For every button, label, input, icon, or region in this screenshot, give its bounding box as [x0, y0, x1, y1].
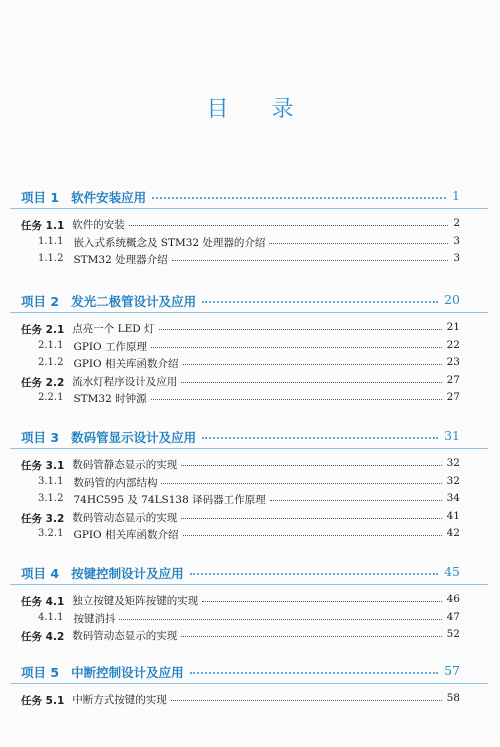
- page-number: 32: [446, 474, 460, 487]
- toc-task-entry[interactable]: [0, 592, 500, 610]
- project-label: 项目 5: [21, 665, 60, 680]
- page-number: 20: [444, 292, 460, 307]
- entry-number: 任务 5.1: [21, 695, 65, 707]
- entry-number: 任务 3.1: [21, 460, 65, 472]
- entry-title: 软件的安装: [72, 219, 125, 231]
- project-label: 项目 3: [21, 430, 60, 445]
- dot-leader: [190, 564, 439, 575]
- dot-leader: [119, 612, 441, 620]
- toc-task-entry[interactable]: [0, 320, 500, 338]
- page-number: 27: [446, 373, 460, 386]
- toc-subentry[interactable]: [0, 474, 500, 492]
- dot-leader: [159, 322, 442, 330]
- entry-number: 2.1.1: [38, 339, 64, 351]
- project-title: 数码管显示设计及应用: [71, 430, 197, 445]
- section-divider: [10, 584, 488, 585]
- dot-leader: [270, 493, 442, 501]
- section-divider: [10, 683, 488, 684]
- page-number: 47: [446, 610, 460, 623]
- dot-leader: [190, 663, 439, 674]
- entry-number: 3.2.1: [38, 528, 64, 539]
- dot-leader: [151, 392, 442, 400]
- toc-subentry[interactable]: [0, 251, 500, 269]
- dot-leader: [181, 458, 441, 466]
- page-number: 23: [446, 356, 460, 368]
- entry-title: 独立按键及矩阵按键的实现: [72, 595, 199, 607]
- entry-title: STM32 时钟源: [73, 393, 147, 405]
- page-number: 45: [444, 564, 460, 579]
- dot-leader: [183, 357, 442, 365]
- toc-subentry[interactable]: [0, 526, 500, 544]
- toc-subentry[interactable]: [0, 610, 500, 628]
- page-number: 2: [453, 217, 460, 229]
- entry-number: 3.1.1: [38, 475, 64, 487]
- entry-number: 3.1.2: [38, 493, 64, 504]
- entry-number: 2.2.1: [38, 392, 64, 403]
- toc-subentry[interactable]: [0, 491, 500, 509]
- dot-leader: [152, 188, 446, 199]
- toc-task-entry[interactable]: [0, 627, 500, 645]
- entry-title: 数码管静态显示的实现: [72, 459, 178, 471]
- page-number: 1: [452, 188, 460, 203]
- dot-leader: [202, 594, 441, 602]
- project-heading[interactable]: [0, 188, 500, 206]
- section-divider: [10, 208, 488, 209]
- dot-leader: [181, 375, 441, 383]
- page-number: 32: [446, 457, 460, 469]
- page-number: 41: [446, 509, 460, 522]
- project-heading[interactable]: [0, 663, 500, 681]
- toc-subentry[interactable]: [0, 338, 500, 356]
- dot-leader: [172, 253, 449, 261]
- entry-title: 数码管动态显示的实现: [72, 511, 178, 524]
- dot-leader: [161, 476, 441, 484]
- toc-task-entry[interactable]: [0, 216, 500, 234]
- entry-title: 74HC595 及 74LS138 译码器工作原理: [73, 494, 266, 506]
- entry-number: 任务 1.1: [21, 220, 65, 232]
- section-divider: [10, 312, 488, 313]
- project-title: 发光二极管设计及应用: [71, 294, 197, 309]
- entry-title: 数码管的内部结构: [73, 476, 158, 489]
- entry-number: 任务 2.1: [21, 324, 65, 336]
- page-number: 52: [446, 628, 460, 640]
- page-number: 34: [446, 492, 460, 504]
- page-number: 31: [444, 428, 460, 443]
- page-title: 目 录: [206, 97, 312, 122]
- entry-number: 任务 2.2: [21, 376, 65, 389]
- entry-number: 2.1.2: [38, 357, 64, 368]
- project-title: 按键控制设计及应用: [71, 566, 184, 581]
- toc-task-entry[interactable]: [0, 456, 500, 474]
- toc-subentry[interactable]: [0, 390, 500, 408]
- entry-title: STM32 处理器介绍: [73, 254, 168, 266]
- dot-leader: [202, 428, 438, 439]
- toc-subentry[interactable]: [0, 234, 500, 252]
- entry-number: 4.1.1: [38, 611, 64, 623]
- project-label: 项目 4: [21, 566, 60, 581]
- project-label: 项目 2: [21, 294, 60, 309]
- entry-title: 数码管动态显示的实现: [72, 630, 178, 642]
- entry-number: 1.1.1: [38, 235, 64, 247]
- project-label: 项目 1: [21, 190, 60, 205]
- toc-subentry[interactable]: [0, 355, 500, 373]
- project-title: 软件安装应用: [71, 190, 147, 205]
- entry-number: 任务 4.2: [21, 631, 65, 643]
- dot-leader: [181, 511, 441, 519]
- page-number: 21: [446, 321, 460, 333]
- toc-task-entry[interactable]: [0, 509, 500, 527]
- project-title: 中断控制设计及应用: [71, 665, 184, 680]
- toc-task-entry[interactable]: [0, 691, 500, 709]
- dot-leader: [151, 340, 442, 348]
- dot-leader: [183, 528, 442, 536]
- dot-leader: [181, 629, 441, 637]
- page-number: 3: [453, 234, 460, 247]
- entry-number: 任务 3.2: [21, 512, 65, 525]
- entry-title: GPIO 相关库函数介绍: [73, 529, 179, 541]
- entry-title: GPIO 相关库函数介绍: [73, 358, 179, 370]
- project-heading[interactable]: [0, 428, 500, 446]
- page-number: 3: [453, 252, 460, 264]
- entry-number: 1.1.2: [38, 253, 64, 264]
- page-number: 57: [444, 663, 460, 678]
- entry-title: GPIO 工作原理: [73, 340, 147, 353]
- entry-title: 嵌入式系统概念及 STM32 处理器的介绍: [73, 236, 266, 249]
- dot-leader: [171, 693, 442, 701]
- dot-leader: [202, 292, 438, 303]
- page-number: 46: [446, 593, 460, 605]
- page-number: 58: [446, 692, 460, 704]
- page-number: 27: [446, 391, 460, 403]
- project-heading[interactable]: [0, 292, 500, 310]
- page-number: 42: [446, 527, 460, 539]
- entry-title: 按键消抖: [73, 612, 116, 625]
- dot-leader: [269, 236, 448, 244]
- section-divider: [10, 448, 488, 449]
- entry-title: 中断方式按键的实现: [72, 694, 167, 706]
- entry-number: 任务 4.1: [21, 596, 65, 608]
- entry-title: 点亮一个 LED 灯: [72, 323, 155, 335]
- dot-leader: [129, 218, 449, 226]
- toc-task-entry[interactable]: [0, 373, 500, 391]
- entry-title: 流水灯程序设计及应用: [72, 375, 178, 388]
- page-number: 22: [446, 338, 460, 351]
- project-heading[interactable]: [0, 564, 500, 582]
